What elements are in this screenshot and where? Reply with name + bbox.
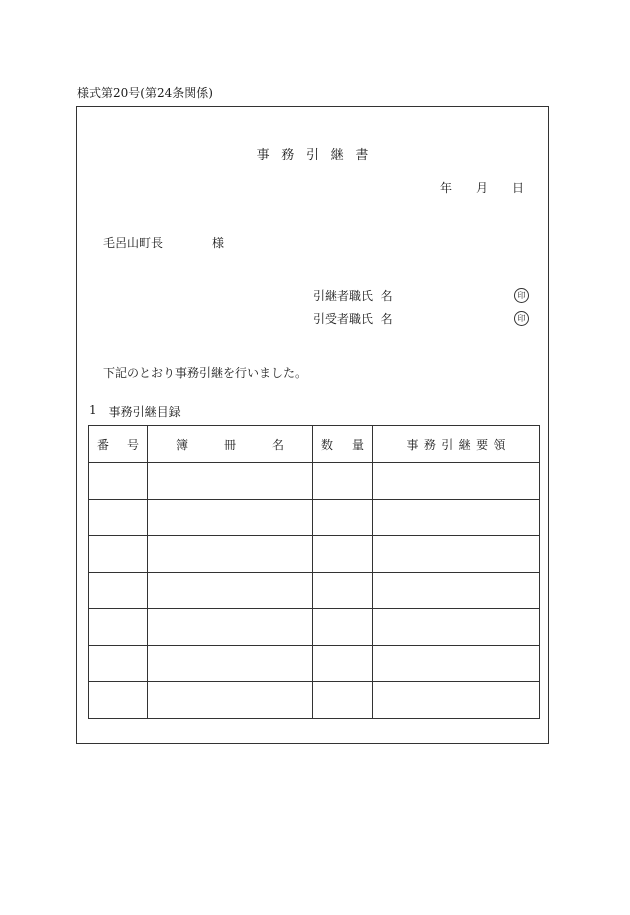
table-row (89, 609, 540, 646)
cell-quantity[interactable] (313, 463, 373, 500)
cell-procedure[interactable] (373, 463, 540, 500)
cell-number[interactable] (89, 572, 148, 609)
document-title: 事務引継書 (256, 148, 381, 163)
cell-number[interactable] (89, 499, 148, 536)
date-year: 年 (439, 181, 452, 195)
document-frame (76, 106, 549, 744)
table-row (89, 572, 540, 609)
header-ledger-name: 簿 冊 名 (148, 426, 313, 463)
seal-icon: 印 (514, 288, 529, 303)
header-handover-procedure: 事務引継要領 (373, 426, 540, 463)
cell-procedure[interactable] (373, 645, 540, 682)
table-row (89, 682, 540, 719)
date-month: 月 (475, 181, 488, 195)
cell-ledger-name[interactable] (148, 572, 313, 609)
cell-procedure[interactable] (373, 572, 540, 609)
cell-number[interactable] (89, 609, 148, 646)
cell-procedure[interactable] (373, 609, 540, 646)
addressee-honorific: 様 (212, 236, 225, 250)
cell-quantity[interactable] (313, 682, 373, 719)
signature-row-receiver (313, 310, 529, 327)
addressee (103, 234, 224, 251)
cell-number[interactable] (89, 536, 148, 573)
handover-list-table (88, 425, 540, 719)
table-header-row (89, 426, 540, 463)
table-row (89, 645, 540, 682)
cell-number[interactable] (89, 682, 148, 719)
cell-quantity[interactable] (313, 609, 373, 646)
cell-procedure[interactable] (373, 536, 540, 573)
cell-procedure[interactable] (373, 682, 540, 719)
section-title: 事務引継目録 (108, 405, 181, 419)
section-number: 1 (89, 403, 97, 417)
header-quantity: 数 量 (313, 426, 373, 463)
cell-ledger-name[interactable] (148, 609, 313, 646)
cell-quantity[interactable] (313, 499, 373, 536)
cell-ledger-name[interactable] (148, 645, 313, 682)
addressee-name: 毛呂山町長 (103, 236, 164, 250)
signature-label: 引継者職氏 名 (313, 289, 393, 303)
section-heading (89, 403, 181, 420)
cell-quantity[interactable] (313, 536, 373, 573)
table-row (89, 536, 540, 573)
cell-ledger-name[interactable] (148, 682, 313, 719)
table-row (89, 499, 540, 536)
date-day: 日 (511, 181, 524, 195)
body-text: 下記のとおり事務引継を行いました。 (103, 366, 308, 380)
cell-quantity[interactable] (313, 572, 373, 609)
cell-quantity[interactable] (313, 645, 373, 682)
form-number: 様式第20号(第24条関係) (77, 86, 213, 100)
cell-ledger-name[interactable] (148, 499, 313, 536)
table-row (89, 463, 540, 500)
cell-number[interactable] (89, 645, 148, 682)
cell-procedure[interactable] (373, 499, 540, 536)
cell-ledger-name[interactable] (148, 463, 313, 500)
signature-row-successor (313, 287, 529, 304)
date-line (440, 179, 524, 196)
seal-icon: 印 (514, 311, 529, 326)
cell-ledger-name[interactable] (148, 536, 313, 573)
header-number: 番 号 (89, 426, 148, 463)
signature-label: 引受者職氏 名 (313, 312, 393, 326)
cell-number[interactable] (89, 463, 148, 500)
